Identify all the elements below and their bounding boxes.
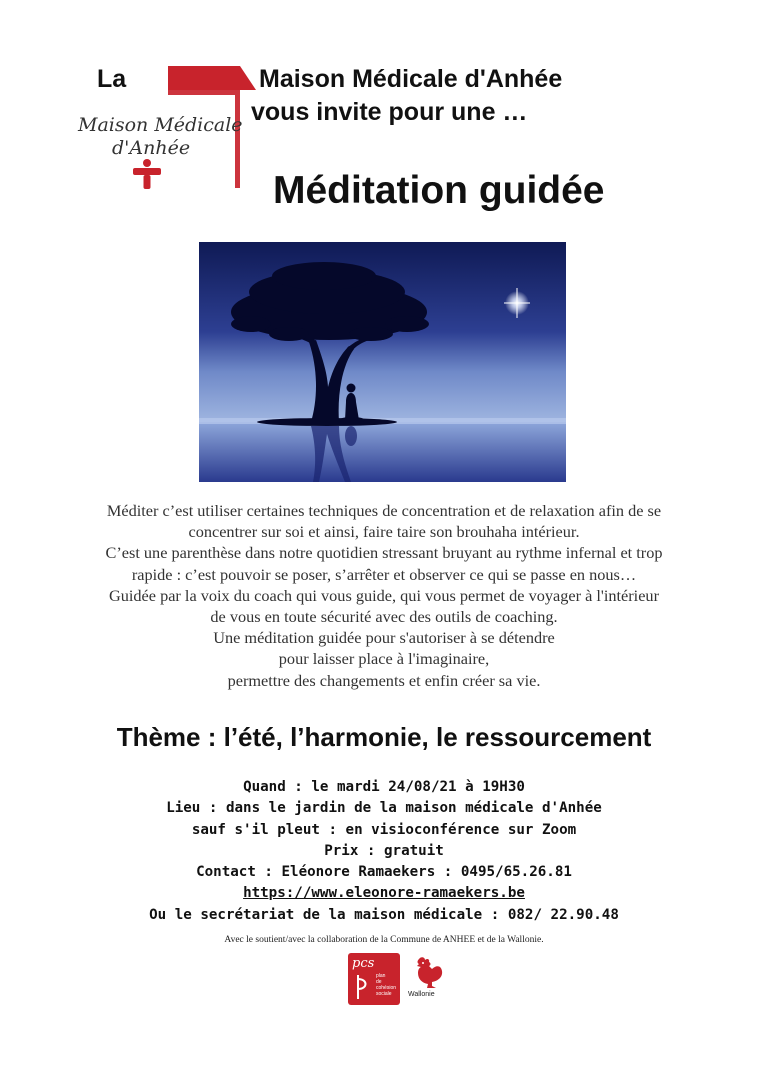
description-line: de vous en toute sécurité avec des outils de coaching. [210,607,558,627]
info-contact: Contact : Eléonore Ramaekers : 0495/65.26.81 [196,864,572,881]
pcs-sub-line: sociale [376,991,392,997]
info-secretariat: Ou le secrétariat de la maison médicale : 082/ 22.90.48 [149,906,619,923]
event-info-block [0,777,768,926]
pcs-logo [348,953,400,1005]
info-rain-option: sauf s'il pleut : en visioconférence sur Zoom [191,821,577,838]
info-location: Lieu : dans le jardin de la maison médicale d'Anhée [166,800,602,817]
header-la: La [97,65,127,93]
description-line: pour laisser place à l'imaginaire, [278,649,490,669]
pcs-logo-subtext [376,973,396,997]
logo-text-line-2: d'Anhée [112,137,191,159]
meditation-tree-image [199,242,566,482]
pcs-logo-mark [354,973,374,1001]
info-price: Prix : gratuit [324,842,444,859]
header-line-1: Maison Médicale d'Anhée [259,65,563,93]
medical-cross-icon [133,159,161,189]
description-line: C’est une parenthèse dans notre quotidien stressant bruyant au rythme infernal et trop [105,543,663,563]
pcs-sub-line: cohésion [376,985,397,991]
page-title: Méditation guidée [273,169,605,212]
wallonie-rooster-logo [410,955,444,991]
description-line: Méditer c’est utiliser certaines techniques de concentration et de relaxation afin de se [106,501,662,520]
description-line: rapide : c’est pouvoir se poser, s’arrêter et observer ce qui se passe en nous… [131,564,637,584]
pcs-logo-text: pcs [352,956,375,971]
description-line: Guidée par la voix du coach qui vous guide, qui vous permet de voyager à l'intérieur [108,585,659,605]
description-line: permettre des changements et enfin créer sa vie. [227,670,541,690]
description-line: Une méditation guidée pour s'autoriser à se détendre [213,628,555,648]
pcs-sub-line: plan [376,973,386,979]
description-block [50,500,718,691]
pcs-sub-line: de [376,979,382,985]
logo-banner-shape [168,66,256,90]
info-when: Quand : le mardi 24/08/21 à 19H30 [243,779,525,795]
header-line-2: vous invite pour une … [251,98,528,126]
info-website-link[interactable]: https://www.eleonore-ramaekers.be [243,885,525,902]
description-line: concentrer sur soi et ainsi, faire taire son brouhaha intérieur. [188,522,580,542]
wallonie-label: Wallonie [408,991,435,998]
logo-text-line-1: Maison Médicale [78,114,243,136]
support-text: Avec le soutient/avec la collaboration de la Commune de ANHEE et de la Wallonie. [224,935,544,945]
theme-heading: Thème : l’été, l’harmonie, le ressourcement [116,722,652,752]
